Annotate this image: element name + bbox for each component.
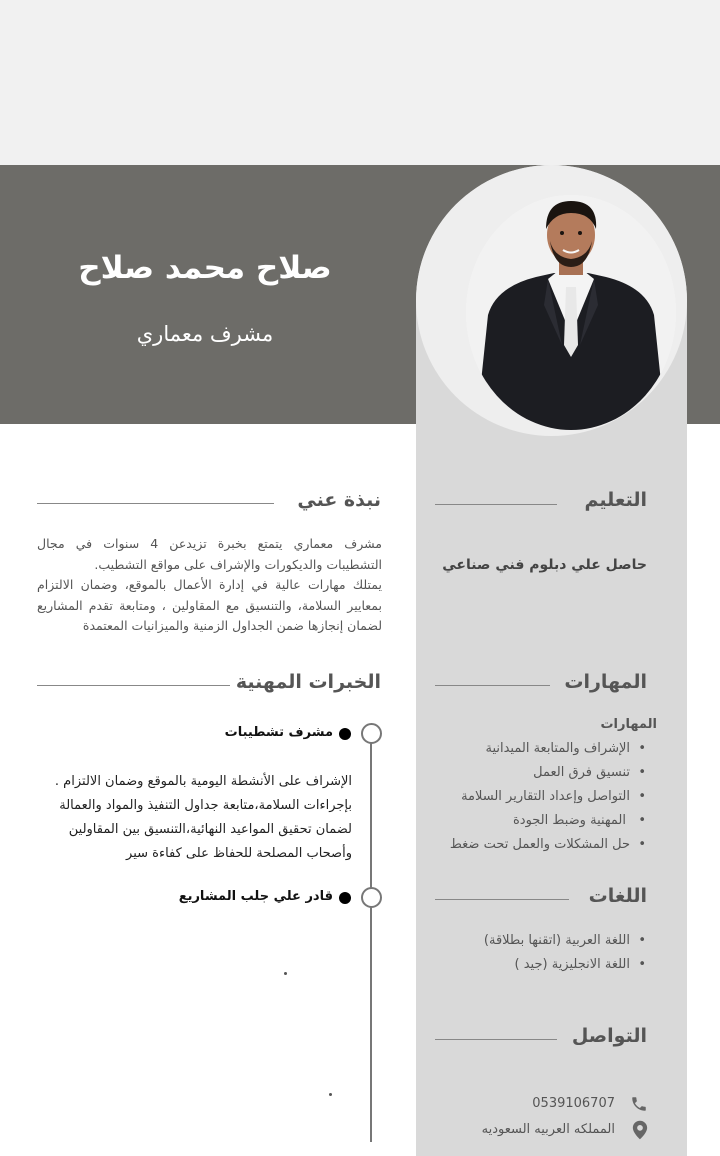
- skills-list: [450, 737, 648, 857]
- skill-item: • الإشراف والمتابعة الميدانية: [450, 737, 630, 761]
- job1-line: لضمان تحقيق المواعيد النهائية،التنسيق بين المقاولين: [68, 822, 352, 837]
- job1-line: وأصحاب المصلحة للحفاظ على كفاءة سير: [126, 846, 352, 861]
- timeline-marker: [361, 723, 382, 744]
- timeline-line: [370, 742, 372, 1142]
- phone-icon: [630, 1095, 648, 1117]
- location-pin-icon: [631, 1120, 649, 1144]
- job1-description: [54, 770, 352, 866]
- bullet-dot-icon: [339, 728, 351, 740]
- language-item: • اللغة الانجليزية (جيد ): [484, 953, 630, 977]
- job2-title: قادر علي جلب المشاريع: [178, 889, 333, 904]
- contact-title: التواصل: [571, 1025, 647, 1047]
- job1-line: الإشراف على الأنشطة اليومية بالموقع وضمان الالتزام .: [54, 774, 352, 789]
- stray-dot: [284, 972, 287, 975]
- skills-rule: [435, 685, 550, 686]
- skill-item-continued: • المهنية وضبط الجودة: [450, 809, 630, 833]
- skills-subtitle: المهارات: [600, 717, 657, 732]
- experience-rule: [37, 685, 230, 686]
- education-text: حاصل علي دبلوم فني صناعي: [442, 557, 647, 573]
- about-paragraph: يمتلك مهارات عالية في إدارة الأعمال بالموقع، وضمان الالتزام بمعايير السلامة، والتنسيق مع المقاولين ، ومتابعة تقدم المشاريع لضمان إنجازها ضمن الجداول الزمنية والميزانيات المعتمدة: [37, 577, 382, 633]
- education-rule: [435, 504, 557, 505]
- phone-number: 0539106707: [532, 1096, 615, 1111]
- education-title: التعليم: [584, 489, 647, 511]
- about-paragraph: مشرف معماري يتمتع بخبرة تزيدعن 4 سنوات في مجال التشطيبات والديكورات والإشراف على مواقع التشطيب.: [37, 536, 382, 572]
- language-item: • اللغة العربية (اتقنها بطلاقة): [484, 929, 630, 953]
- languages-title: اللغات: [588, 885, 647, 907]
- skill-item: • التواصل وإعداد التقارير السلامة: [450, 785, 630, 809]
- profile-photo: [466, 195, 676, 430]
- languages-rule: [435, 899, 569, 900]
- about-rule: [37, 503, 274, 504]
- about-text: [37, 534, 382, 637]
- job1-line: بإجراءات السلامة،متابعة جداول التنفيذ والمواد والعمالة: [59, 798, 352, 813]
- skill-item: • تنسيق فرق العمل: [450, 761, 630, 785]
- experience-title: الخبرات المهنية: [235, 671, 381, 693]
- job1-title: مشرف تشطيبات: [224, 725, 333, 740]
- candidate-name: صلاح محمد صلاح: [78, 250, 332, 286]
- bullet-dot-icon: [339, 892, 351, 904]
- about-title: نبذة عني: [297, 489, 381, 511]
- skills-title: المهارات: [564, 671, 647, 693]
- timeline-marker: [361, 887, 382, 908]
- stray-dot: [329, 1093, 332, 1096]
- location-text: المملكه العربيه السعوديه: [481, 1122, 615, 1137]
- job-title: مشرف معماري: [136, 322, 274, 346]
- contact-rule: [435, 1039, 557, 1040]
- top-blank-area: [0, 0, 720, 165]
- languages-list: [484, 929, 648, 977]
- skill-item: • حل المشكلات والعمل تحت ضغط: [450, 833, 630, 857]
